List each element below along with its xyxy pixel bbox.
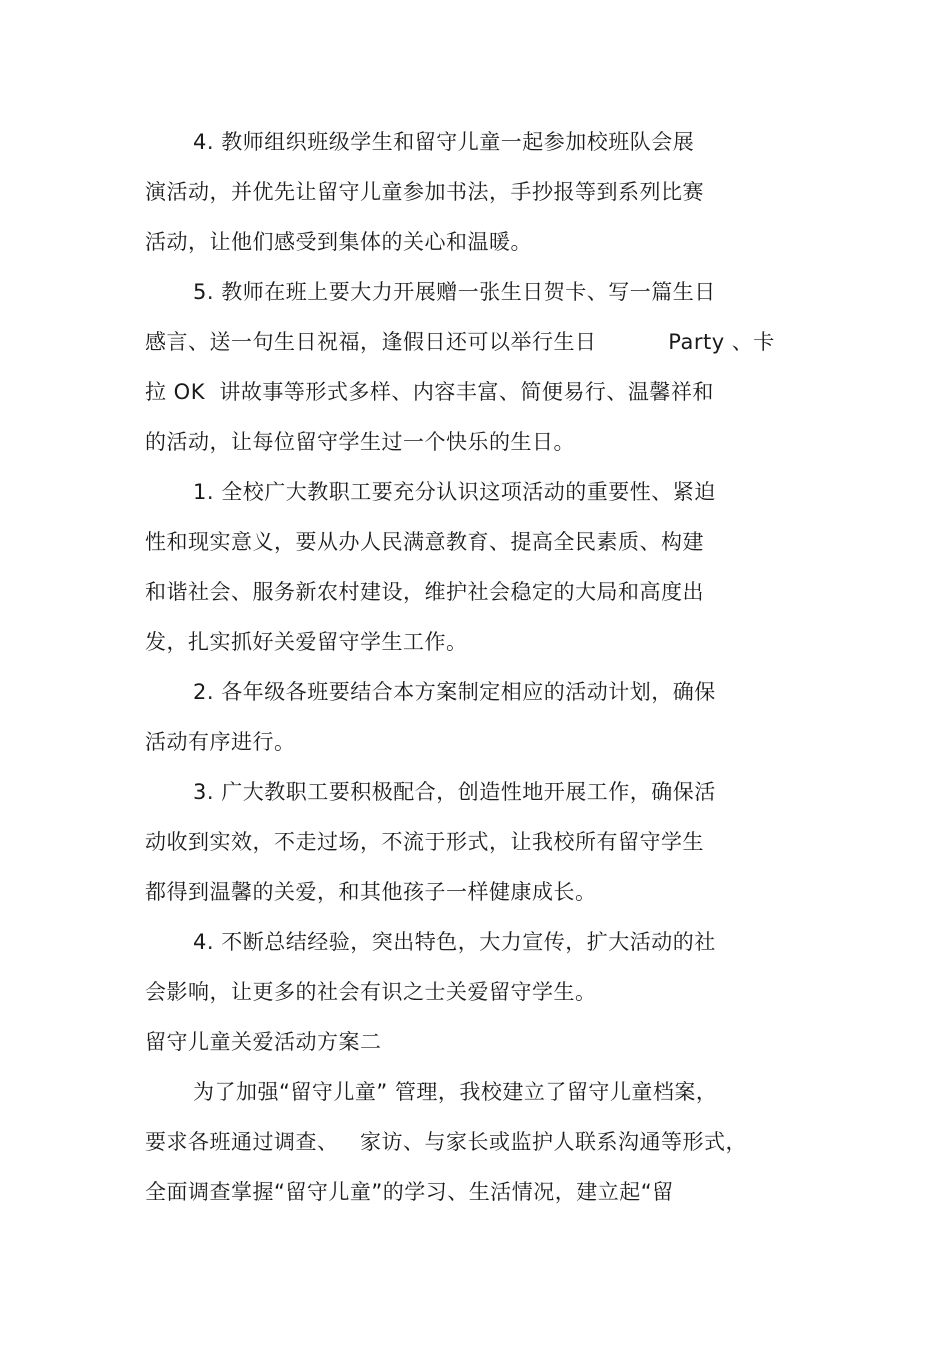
paragraph-line: 发，扎实抓好关爱留守学生工作。 [145, 630, 468, 654]
paragraph-line: 动收到实效，不走过场，不流于形式，让我校所有留守学生 [145, 830, 704, 854]
paragraph-line: 全面调查掌握“留守儿童”的学习、生活情况，建立起“留 [145, 1180, 674, 1204]
paragraph-line: 2. 各年级各班要结合本方案制定相应的活动计划，确保 [193, 680, 716, 704]
paragraph-line: 的活动，让每位留守学生过一个快乐的生日。 [145, 430, 575, 454]
paragraph-line: 拉 OK 讲故事等形式多样、内容丰富、简便易行、温馨祥和 [145, 380, 714, 404]
paragraph-line: 性和现实意义，要从办人民满意教育、提高全民素质、构建 [145, 530, 704, 554]
paragraph-line: 都得到温馨的关爱，和其他孩子一样健康成长。 [145, 880, 597, 904]
paragraph-line: 4. 不断总结经验，突出特色，大力宣传，扩大活动的社 [193, 930, 716, 954]
paragraph-line: 活动，让他们感受到集体的关心和温暖。 [145, 230, 532, 254]
paragraph-line: 要求各班通过调查、 家访、与家长或监护人联系沟通等形式， [145, 1130, 748, 1154]
section-heading: 留守儿童关爱活动方案二 [145, 1030, 382, 1054]
paragraph-line: 活动有序进行。 [145, 730, 296, 754]
paragraph-line: 5. 教师在班上要大力开展赠一张生日贺卡、写一篇生日 [193, 280, 716, 304]
paragraph-line: 4. 教师组织班级学生和留守儿童一起参加校班队会展 [193, 130, 695, 154]
paragraph-line: 3. 广大教职工要积极配合，创造性地开展工作，确保活 [193, 780, 716, 804]
paragraph-line: 1. 全校广大教职工要充分认识这项活动的重要性、紧迫 [193, 480, 716, 504]
paragraph-line: 感言、送一句生日祝福，逢假日还可以举行生日 Party 、卡 [145, 330, 775, 354]
paragraph-line: 为了加强“留守儿童” 管理，我校建立了留守儿童档案， [193, 1080, 718, 1104]
paragraph-line: 演活动，并优先让留守儿童参加书法，手抄报等到系列比赛 [145, 180, 704, 204]
paragraph-line: 和谐社会、服务新农村建设，维护社会稳定的大局和高度出 [145, 580, 704, 604]
paragraph-line: 会影响，让更多的社会有识之士关爱留守学生。 [145, 980, 597, 1004]
